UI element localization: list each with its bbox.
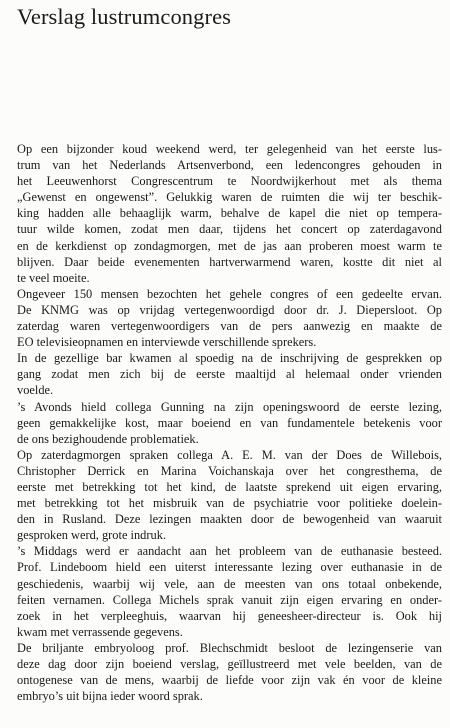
text-line: zaterdag waren vertegenwoordigers van de pers aanwezig en maakte de <box>17 319 442 334</box>
text-line: tuur wilde komen, zodat men daar, tijdens het concert op zaterdagavond <box>17 222 442 237</box>
text-line: Prof. Lindeboom hield een uiterst interessante lezing over euthanasie in de <box>17 560 442 575</box>
paragraph <box>17 350 442 398</box>
text-line: Christopher Derrick en Marina Voichanskaja over het congresthema, de <box>17 463 442 478</box>
text-line: geen gemakkelijke kost, maar boeiend en van fundamentele betekenis voor <box>17 415 442 430</box>
text-line: ontogenese van de mens, waarbij de liefde voor zijn vak én voor de kleine <box>17 673 442 688</box>
text-line: te veel moeite. <box>17 270 90 285</box>
text-line: EO televisieopnamen en interviewde verschillende sprekers. <box>17 335 317 350</box>
paragraph <box>17 141 442 286</box>
text-line: ’s Middags werd er aandacht aan het probleem van de euthanasie besteed. <box>17 544 442 559</box>
paragraph <box>17 399 442 447</box>
text-line: In de gezellige bar kwamen al spoedig na de inschrijving de gesprekken op <box>17 351 442 366</box>
text-line: en de kerkdienst op zondagmorgen, met de jas aan proberen moest warm te <box>17 238 442 253</box>
text-line: blijven. Daar beide evenementen hartverwarmend waren, kostte dit niet al <box>17 254 442 269</box>
text-line: embryo’s uit bijna ieder woord sprak. <box>17 689 203 704</box>
text-line: gang zodat men zich bij de eerste maaltijd al helemaal onder vrienden <box>17 367 442 382</box>
article-body <box>17 141 442 704</box>
text-line: voelde. <box>17 383 54 398</box>
text-line: De briljante embryoloog prof. Blechschmidt besloot de lezingenserie van <box>17 640 442 655</box>
text-line: Op zaterdagmorgen spraken collega A. E. M. van der Does de Willebois, <box>17 447 442 462</box>
text-line: met betrekking tot het misbruik van de psychiatrie voor politieke doelein- <box>17 496 442 511</box>
paragraph <box>17 640 442 704</box>
text-line: den in Rusland. Deze lezingen maakten door de bewogenheid van waaruit <box>17 512 442 527</box>
text-line: de ons bezighoudende problematiek. <box>17 431 199 446</box>
paragraph <box>17 447 442 544</box>
text-line: Ongeveer 150 mensen bezochten het gehele congres of een gedeelte ervan. <box>17 286 442 301</box>
text-line: ’s Avonds hield collega Gunning na zijn openingswoord de eerste lezing, <box>17 399 442 414</box>
text-line: trum van het Nederlands Artsenverbond, een ledencongres gehouden in <box>17 158 442 173</box>
text-line: het Leeuwenhorst Congrescentrum te Noordwijkerhout met als thema <box>17 174 442 189</box>
text-line: king hadden alle behaaglijk warm, behalve de kapel die niet op tempera- <box>17 206 442 221</box>
text-line: feiten vernamen. Collega Michels sprak vanuit zijn eigen ervaring en onder- <box>17 592 442 607</box>
text-line: zoek in het verpleeghuis, waarvan hij geneesheer-directeur is. Ook hij <box>17 608 442 623</box>
text-line: kwam met verrassende gegevens. <box>17 624 183 639</box>
text-line: deze dag door zijn boeiend verslag, geïllustreerd met vele beelden, van de <box>17 657 442 671</box>
text-line: De KNMG was op vrijdag vertegenwoordigd door dr. J. Diepersloot. Op <box>17 302 442 317</box>
text-line: gesproken werd, grote indruk. <box>17 528 166 543</box>
text-line: „Gewenst en ongewenst”. Gelukkig waren de ruimten die wij ter beschik- <box>17 190 442 205</box>
article-title: Verslag lustrumcongres <box>17 4 232 29</box>
paragraph <box>17 286 442 350</box>
text-line: geschiedenis, waarbij wij vele, aan de meesten van ons totaal onbekende, <box>17 576 442 591</box>
paragraph <box>17 543 442 640</box>
text-line: Op een bijzonder koud weekend werd, ter gelegenheid van het eerste lus- <box>17 142 442 156</box>
text-line: eerste met betrekking tot het kind, de laatste sprekend uit eigen ervaring, <box>17 479 442 494</box>
